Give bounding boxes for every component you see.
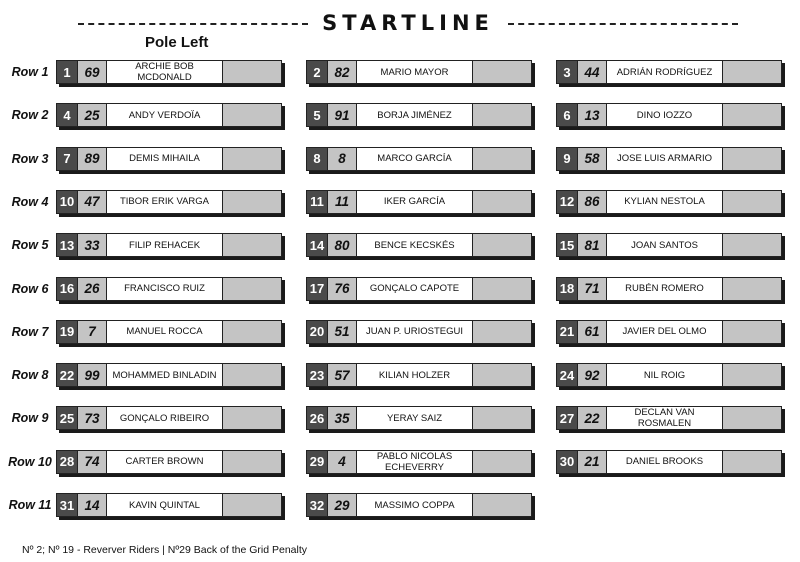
grid-position: 9 xyxy=(556,147,578,171)
grid-slot xyxy=(556,103,782,127)
footer-note: Nº 2; Nº 19 - Reverver Riders | Nº29 Back of the Grid Penalty xyxy=(22,544,308,556)
row-label: Row 3 xyxy=(11,151,49,166)
slot-tail xyxy=(223,320,282,344)
rider-number: 44 xyxy=(578,60,606,84)
grid-slot xyxy=(306,406,532,430)
rider-name: KAVIN QUINTAL xyxy=(106,493,223,517)
slot-tail xyxy=(473,320,532,344)
slot-tail xyxy=(723,450,782,474)
grid-position: 13 xyxy=(56,233,78,257)
row-label: Row 11 xyxy=(8,498,52,512)
rider-name: GONÇALO CAPOTE xyxy=(356,277,473,301)
grid-position: 6 xyxy=(556,103,578,127)
rider-number: 89 xyxy=(78,147,106,171)
grid-slot xyxy=(56,60,282,84)
slot-tail xyxy=(723,320,782,344)
grid-slot xyxy=(306,103,532,127)
grid-slot xyxy=(56,450,282,474)
grid-slot xyxy=(556,406,782,430)
grid-position: 5 xyxy=(306,103,328,127)
page-title: STARTLINE xyxy=(322,11,494,35)
grid-slot xyxy=(56,493,282,517)
rider-name: DECLAN VAN ROSMALEN xyxy=(606,406,723,430)
rider-name: MASSIMO COPPA xyxy=(356,493,473,517)
rider-number: 35 xyxy=(328,406,356,430)
grid-slot xyxy=(56,277,282,301)
rider-number: 47 xyxy=(78,190,106,214)
grid-position: 2 xyxy=(306,60,328,84)
grid-position: 1 xyxy=(56,60,78,84)
grid-position: 21 xyxy=(556,320,578,344)
rider-number: 76 xyxy=(328,277,356,301)
grid-slot xyxy=(306,493,532,517)
rider-number: 51 xyxy=(328,320,356,344)
rider-number: 29 xyxy=(328,493,356,517)
rider-name: YERAY SAIZ xyxy=(356,406,473,430)
grid-slot xyxy=(306,320,532,344)
title-dash-left xyxy=(78,23,308,25)
rider-name: MOHAMMED BINLADIN xyxy=(106,363,223,387)
grid-slot xyxy=(556,147,782,171)
rider-number: 8 xyxy=(328,147,356,171)
slot-tail xyxy=(723,277,782,301)
rider-name: MARIO MAYOR xyxy=(356,60,473,84)
rider-name: ANDY VERDOÏA xyxy=(106,103,223,127)
grid-position: 19 xyxy=(56,320,78,344)
rider-name: GONÇALO RIBEIRO xyxy=(106,406,223,430)
rider-number: 57 xyxy=(328,363,356,387)
rider-number: 80 xyxy=(328,233,356,257)
slot-tail xyxy=(223,190,282,214)
slot-tail xyxy=(723,190,782,214)
rider-name: FILIP REHACEK xyxy=(106,233,223,257)
slot-tail xyxy=(223,277,282,301)
rider-number: 99 xyxy=(78,363,106,387)
slot-tail xyxy=(223,147,282,171)
grid-slot xyxy=(56,363,282,387)
rider-name: KILIAN HOLZER xyxy=(356,363,473,387)
rider-number: 33 xyxy=(78,233,106,257)
slot-tail xyxy=(723,406,782,430)
grid-position: 3 xyxy=(556,60,578,84)
rider-number: 14 xyxy=(78,493,106,517)
rider-number: 58 xyxy=(578,147,606,171)
rider-name: IKER GARCÍA xyxy=(356,190,473,214)
slot-tail xyxy=(473,406,532,430)
grid-slot xyxy=(306,363,532,387)
slot-tail xyxy=(223,103,282,127)
grid-slot xyxy=(556,60,782,84)
grid-position: 27 xyxy=(556,406,578,430)
slot-tail xyxy=(473,493,532,517)
grid-position: 25 xyxy=(56,406,78,430)
slot-tail xyxy=(473,363,532,387)
slot-tail xyxy=(723,233,782,257)
rider-name: NIL ROIG xyxy=(606,363,723,387)
rider-number: 22 xyxy=(578,406,606,430)
slot-tail xyxy=(473,277,532,301)
rider-name: JOSE LUIS ARMARIO xyxy=(606,147,723,171)
rider-number: 7 xyxy=(78,320,106,344)
grid-slot xyxy=(306,60,532,84)
grid-slot xyxy=(56,406,282,430)
rider-name: MARCO GARCÍA xyxy=(356,147,473,171)
slot-tail xyxy=(223,406,282,430)
slot-tail xyxy=(473,147,532,171)
grid-position: 4 xyxy=(56,103,78,127)
row-label: Row 6 xyxy=(11,281,49,296)
rider-number: 25 xyxy=(78,103,106,127)
grid-position: 8 xyxy=(306,147,328,171)
grid-position: 11 xyxy=(306,190,328,214)
rider-number: 11 xyxy=(328,190,356,214)
slot-tail xyxy=(223,450,282,474)
slot-tail xyxy=(473,233,532,257)
grid-slot xyxy=(306,277,532,301)
grid-position: 18 xyxy=(556,277,578,301)
rider-number: 13 xyxy=(578,103,606,127)
row-label: Row 9 xyxy=(11,411,49,426)
rider-number: 86 xyxy=(578,190,606,214)
rider-name: ARCHIE BOB MCDONALD xyxy=(106,60,223,84)
row-label: Row 2 xyxy=(11,108,49,123)
grid-position: 29 xyxy=(306,450,328,474)
rider-name: BENCE KECSKÉS xyxy=(356,233,473,257)
grid-slot xyxy=(556,277,782,301)
rider-number: 74 xyxy=(78,450,106,474)
slot-tail xyxy=(723,60,782,84)
rider-number: 73 xyxy=(78,406,106,430)
grid-slot xyxy=(306,190,532,214)
rider-name: FRANCISCO RUIZ xyxy=(106,277,223,301)
rider-number: 69 xyxy=(78,60,106,84)
grid-position: 31 xyxy=(56,493,78,517)
rider-name: BORJA JIMÉNEZ xyxy=(356,103,473,127)
grid-position: 20 xyxy=(306,320,328,344)
slot-tail xyxy=(473,450,532,474)
rider-number: 91 xyxy=(328,103,356,127)
grid-position: 24 xyxy=(556,363,578,387)
row-label: Row 4 xyxy=(11,194,49,209)
rider-name: PABLO NICOLAS ECHEVERRY xyxy=(356,450,473,474)
grid-position: 23 xyxy=(306,363,328,387)
rider-number: 4 xyxy=(328,450,356,474)
slot-tail xyxy=(223,60,282,84)
grid-position: 15 xyxy=(556,233,578,257)
rider-name: DANIEL BROOKS xyxy=(606,450,723,474)
slot-tail xyxy=(473,190,532,214)
grid-position: 12 xyxy=(556,190,578,214)
rider-name: JAVIER DEL OLMO xyxy=(606,320,723,344)
grid-slot xyxy=(556,363,782,387)
grid-slot xyxy=(56,147,282,171)
grid-position: 28 xyxy=(56,450,78,474)
rider-number: 81 xyxy=(578,233,606,257)
grid-position: 16 xyxy=(56,277,78,301)
grid-position: 26 xyxy=(306,406,328,430)
grid-position: 14 xyxy=(306,233,328,257)
grid-slot xyxy=(306,233,532,257)
pole-left-label: Pole Left xyxy=(145,34,209,51)
grid-position: 30 xyxy=(556,450,578,474)
grid-position: 10 xyxy=(56,190,78,214)
rider-name: JUAN P. URIOSTEGUI xyxy=(356,320,473,344)
rider-number: 26 xyxy=(78,277,106,301)
row-label: Row 7 xyxy=(11,324,49,339)
rider-number: 21 xyxy=(578,450,606,474)
slot-tail xyxy=(723,103,782,127)
grid-slot xyxy=(306,147,532,171)
slot-tail xyxy=(473,103,532,127)
slot-tail xyxy=(723,147,782,171)
grid-position: 32 xyxy=(306,493,328,517)
rider-number: 92 xyxy=(578,363,606,387)
rider-name: TIBOR ERIK VARGA xyxy=(106,190,223,214)
rider-number: 61 xyxy=(578,320,606,344)
rider-name: MANUEL ROCCA xyxy=(106,320,223,344)
rider-number: 82 xyxy=(328,60,356,84)
grid-slot xyxy=(56,190,282,214)
rider-number: 71 xyxy=(578,277,606,301)
row-label: Row 8 xyxy=(11,368,49,383)
grid-slot xyxy=(556,190,782,214)
slot-tail xyxy=(223,363,282,387)
grid-slot xyxy=(556,320,782,344)
grid-slot xyxy=(56,320,282,344)
rider-name: DINO IOZZO xyxy=(606,103,723,127)
grid-slot xyxy=(556,450,782,474)
rider-name: RUBÉN ROMERO xyxy=(606,277,723,301)
rider-name: DEMIS MIHAILA xyxy=(106,147,223,171)
grid-slot xyxy=(56,233,282,257)
grid-position: 22 xyxy=(56,363,78,387)
grid-slot xyxy=(56,103,282,127)
rider-name: KYLIAN NESTOLA xyxy=(606,190,723,214)
grid-slot xyxy=(306,450,532,474)
slot-tail xyxy=(223,233,282,257)
rider-name: JOAN SANTOS xyxy=(606,233,723,257)
rider-name: ADRIÁN RODRÍGUEZ xyxy=(606,60,723,84)
row-label: Row 1 xyxy=(11,65,49,79)
row-label: Row 10 xyxy=(8,454,52,469)
slot-tail xyxy=(223,493,282,517)
grid-position: 7 xyxy=(56,147,78,171)
slot-tail xyxy=(473,60,532,84)
title-dash-right xyxy=(508,23,738,25)
grid-position: 17 xyxy=(306,277,328,301)
grid-slot xyxy=(556,233,782,257)
rider-name: CARTER BROWN xyxy=(106,450,223,474)
slot-tail xyxy=(723,363,782,387)
row-label: Row 5 xyxy=(11,238,49,253)
